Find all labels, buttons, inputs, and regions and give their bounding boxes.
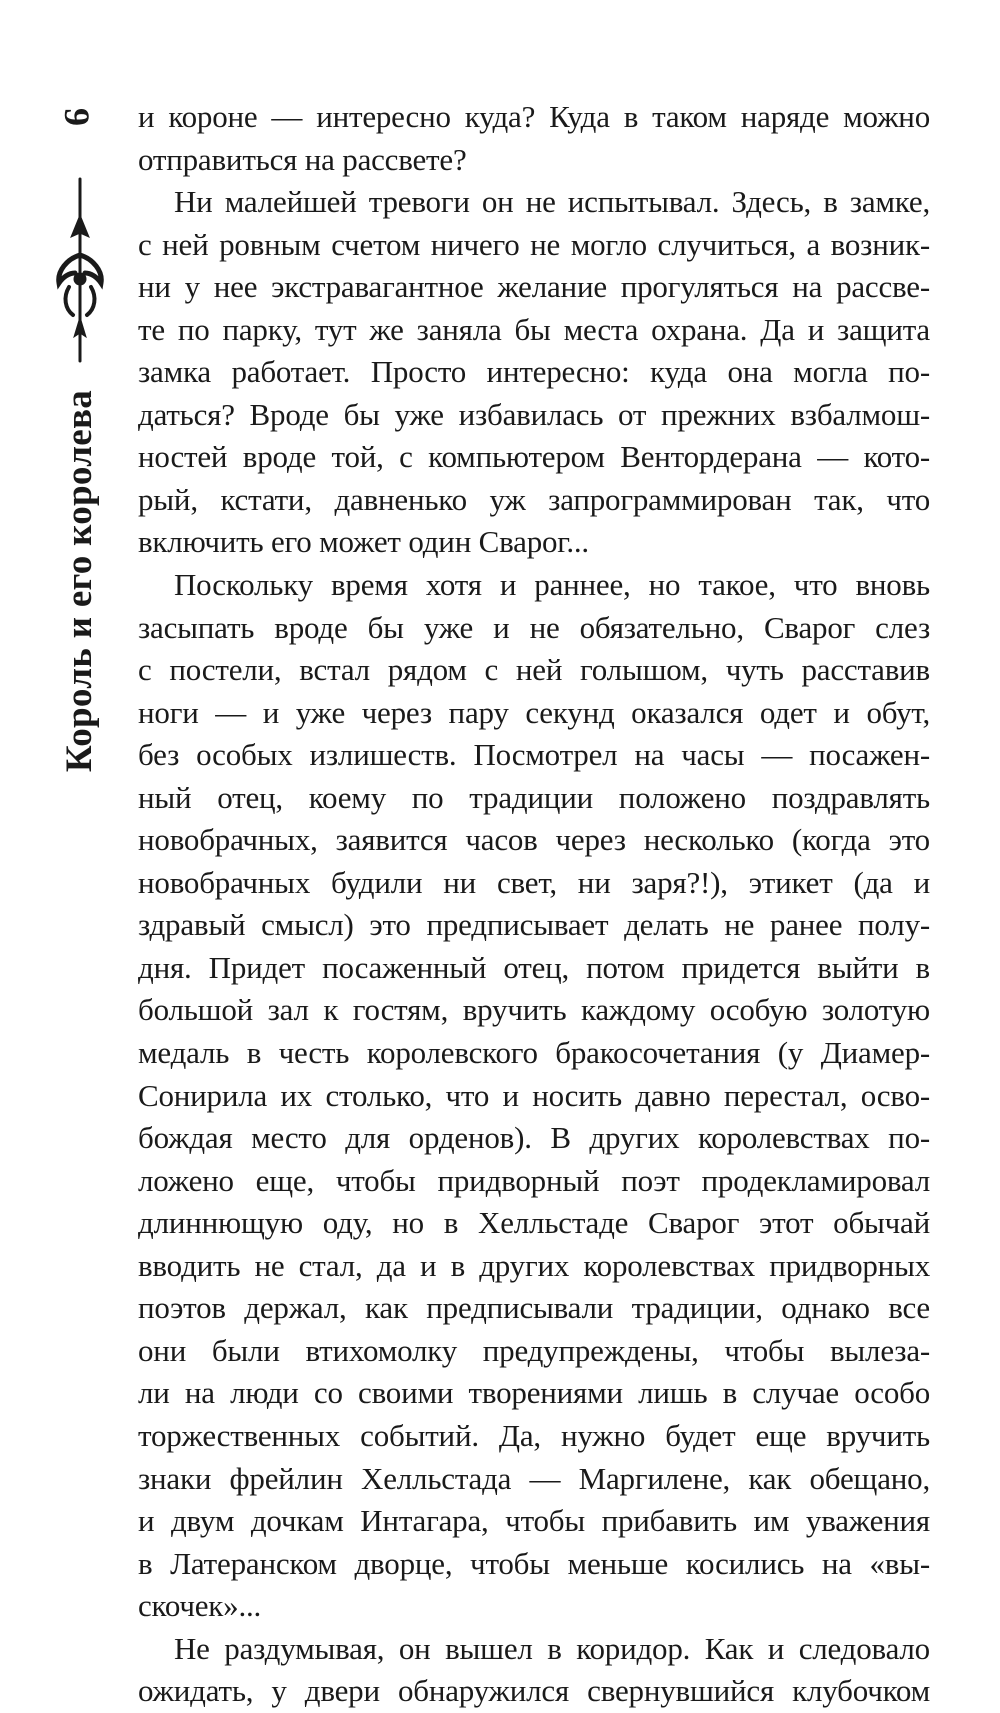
text-line: ли на люди со своими творениями лишь в случае особо xyxy=(138,1375,930,1411)
text-line: Сонирила их столько, что и носить давно перестал, осво- xyxy=(138,1077,930,1113)
text-line: и короне — интересно куда? Куда в таком наряде можно xyxy=(138,99,930,134)
text-line: те по парку, тут же заняла бы места охрана. Да и защита xyxy=(138,311,930,347)
ornament-icon xyxy=(45,175,115,365)
text-line: большой зал к гостям, вручить каждому особую золотую xyxy=(138,992,930,1028)
text-line: длиннющую оду, но в Хелльстаде Сварог этот обычай xyxy=(138,1205,930,1241)
text-line: ностей вроде той, с компьютером Вентордерана — кото- xyxy=(138,439,930,475)
text-line: торжественных событий. Да, нужно будет еще вручить xyxy=(138,1417,930,1453)
text-line: медаль в честь королевского бракосочетания (у Диамер- xyxy=(138,1035,930,1071)
text-body xyxy=(138,96,930,1713)
text-line: ложено еще, чтобы придворный поэт продекламировал xyxy=(138,1162,930,1198)
text-line: отправиться на рассвете? xyxy=(138,141,467,177)
text-line: они были втихомолку предупреждены, чтобы вылеза- xyxy=(138,1332,930,1368)
text-line: с постели, встал рядом с ней голышом, чуть расставив xyxy=(138,652,930,688)
page-number: 9 xyxy=(57,108,97,126)
text-line: здравый смысл) это предписывает делать не ранее полу- xyxy=(138,907,930,943)
text-line: с ней ровным счетом ничего не могло случиться, а возник- xyxy=(138,226,930,262)
text-line: новобрачных, заявится часов через несколько (когда это xyxy=(138,822,930,858)
text-line: засыпать вроде бы уже и не обязательно, Сварог слез xyxy=(138,609,930,645)
text-line: знаки фрейлин Хелльстада — Маргилене, как обещано, xyxy=(138,1460,930,1496)
text-line: в Латеранском дворце, чтобы меньше косились на «вы- xyxy=(138,1545,930,1581)
page-margin xyxy=(40,95,120,773)
text-line: Не раздумывая, он вышел в коридор. Как и следовало xyxy=(174,1630,930,1666)
text-line: скочек»... xyxy=(138,1588,262,1624)
text-line: рый, кстати, давненько уж запрограммирован так, что xyxy=(138,481,930,517)
running-title: Король и его королева xyxy=(59,389,100,773)
text-line: вводить не стал, да и в других королевствах придворных xyxy=(138,1247,930,1283)
text-line: ный отец, коему по традиции положено поздравлять xyxy=(138,779,930,815)
text-line: бождая место для орденов). В других королевствах по- xyxy=(138,1120,930,1156)
text-line: даться? Вроде бы уже избавилась от прежних взбалмош- xyxy=(138,396,930,432)
text-line: Поскольку время хотя и раннее, но такое, что вновь xyxy=(174,567,930,603)
text-line: включить его может один Сварог... xyxy=(138,524,589,560)
text-line: Ни малейшей тревоги он не испытывал. Здесь, в замке, xyxy=(174,184,930,220)
text-line: ноги — и уже через пару секунд оказался одет и обут, xyxy=(138,694,930,730)
text-line: замка работает. Просто интересно: куда она могла по- xyxy=(138,354,930,390)
text-line: новобрачных будили ни свет, ни заря?!), этикет (да и xyxy=(138,864,930,900)
text-line: ожидать, у двери обнаружился свернувшийся клубочком xyxy=(138,1673,930,1709)
text-line: дня. Придет посаженный отец, потом придется выйти в xyxy=(138,949,930,985)
text-line: поэтов держал, как предписывали традиции, однако все xyxy=(138,1290,930,1326)
text-line: без особых излишеств. Посмотрел на часы — посажен- xyxy=(138,737,930,773)
text-line: и двум дочкам Интагара, чтобы прибавить им уважения xyxy=(138,1503,930,1539)
text-line: ни у нее экстравагантное желание прогуляться на рассве- xyxy=(138,269,930,305)
